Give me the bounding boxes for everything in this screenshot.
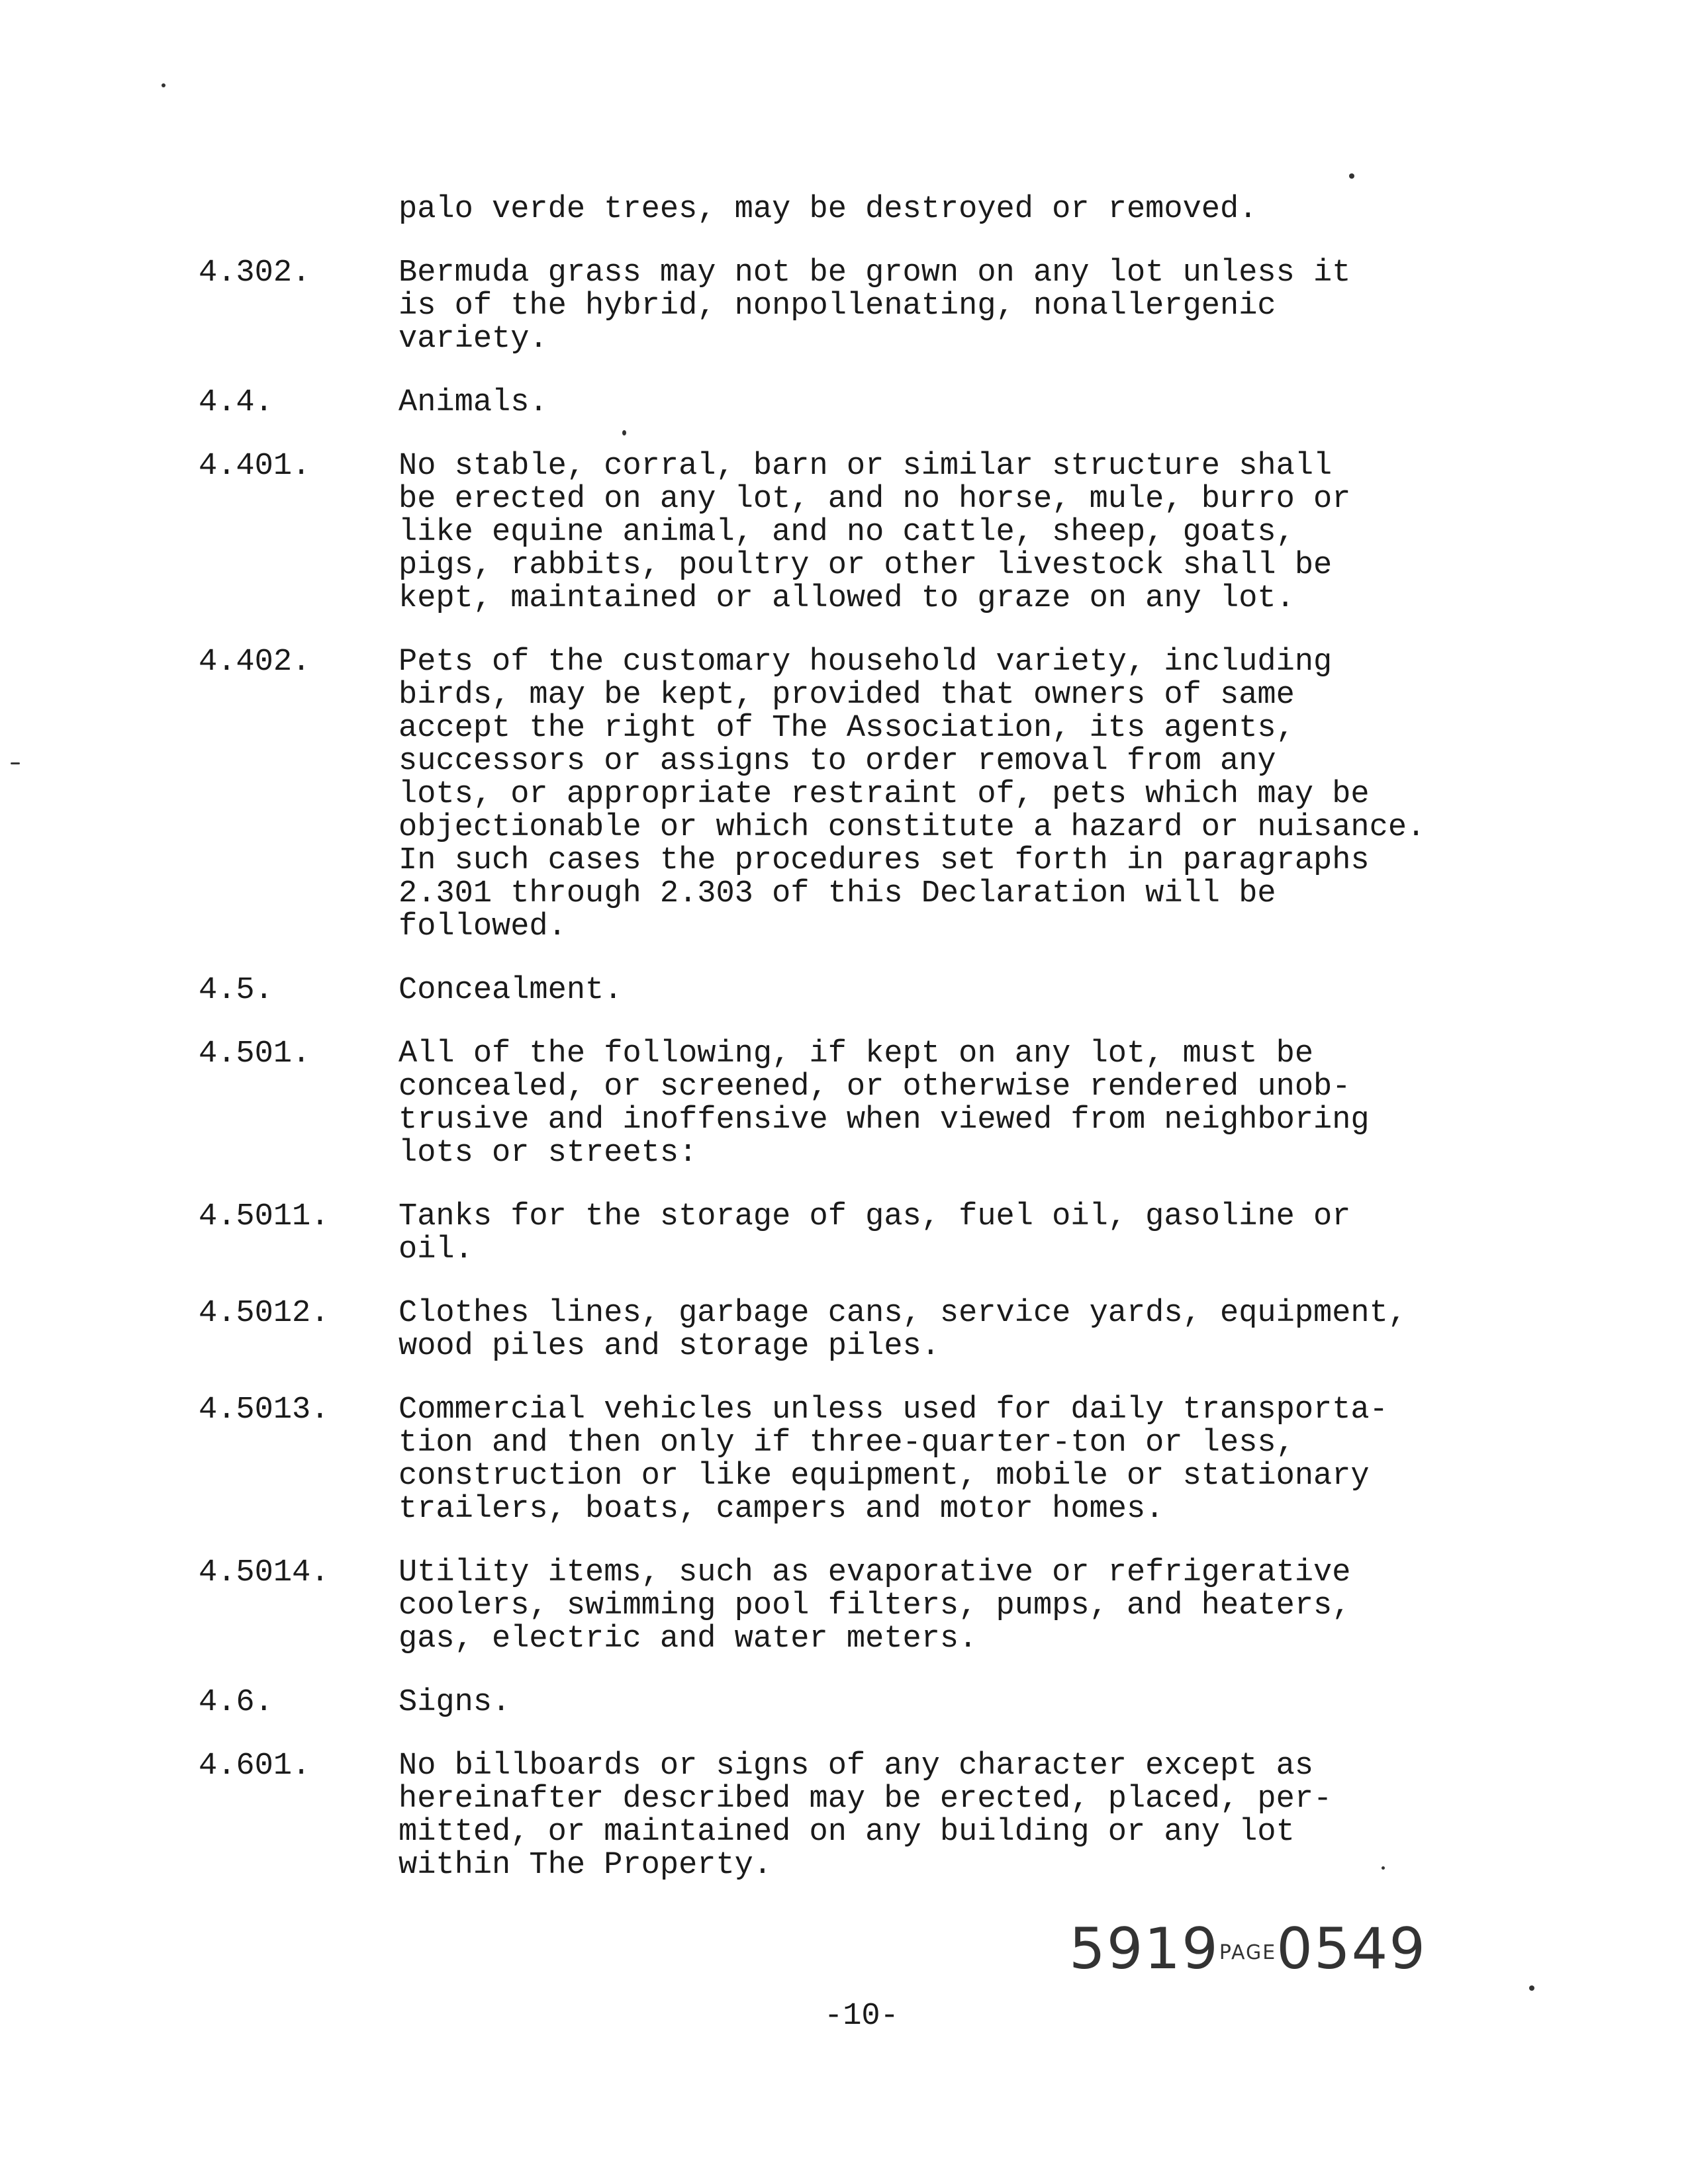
paragraph bbox=[199, 387, 1523, 420]
paragraph-text: Concealment. bbox=[399, 973, 623, 1008]
paragraph bbox=[199, 974, 1523, 1007]
paragraph-number: 4.5. bbox=[199, 973, 273, 1008]
paragraph-text: Animals. bbox=[399, 385, 548, 420]
stamp-page-label: PAGE bbox=[1219, 1941, 1277, 1965]
paragraph-number: 4.5014. bbox=[199, 1555, 330, 1590]
paragraph bbox=[199, 1201, 1523, 1267]
paragraph-text: Utility items, such as evaporative or refrigerative coolers, swimming pool filters, pumps, and heaters, gas, electric and water meters. bbox=[399, 1555, 1351, 1657]
scan-speck bbox=[1529, 1985, 1534, 1991]
paragraph-number: 4.5013. bbox=[199, 1392, 330, 1428]
paragraph-text: All of the following, if kept on any lot, must be concealed, or screened, or otherwise rendered unob- trusive and inoffensive when viewed from neighboring lots or streets: bbox=[399, 1036, 1370, 1171]
paragraph-text: Bermuda grass may not be grown on any lot unless it is of the hybrid, nonpollenating, nonallergenic variety. bbox=[399, 255, 1351, 357]
paragraph-text: Clothes lines, garbage cans, service yards, equipment, wood piles and storage piles. bbox=[399, 1296, 1407, 1364]
paragraph-number: 4.501. bbox=[199, 1036, 311, 1071]
scan-speck bbox=[162, 83, 165, 87]
paragraph bbox=[199, 1557, 1523, 1656]
paragraph-text: Pets of the customary household variety, including birds, may be kept, provided that owners of same accept the right of The Association, its agents, successors or assigns to order removal from any lots, or appropriate restraint of, pets which may be objectionable or which constitute a hazard or nuisance. In such cases the procedures set forth in paragraphs 2.301 through 2.303 of this Declaration will be followed. bbox=[399, 645, 1426, 944]
paragraph-number: 4.5011. bbox=[199, 1199, 330, 1234]
continuation-text bbox=[199, 193, 1523, 226]
paragraph-number: 4.601. bbox=[199, 1749, 311, 1784]
paragraph bbox=[199, 1038, 1523, 1170]
paragraph-number: 4.302. bbox=[199, 255, 311, 291]
paragraph bbox=[199, 450, 1523, 615]
paragraph bbox=[199, 1750, 1523, 1882]
recording-stamp bbox=[1069, 1916, 1427, 1982]
stamp-book-number: 5919 bbox=[1069, 1916, 1219, 1982]
paragraph bbox=[199, 257, 1523, 356]
continuation-line: palo verde trees, may be destroyed or removed. bbox=[399, 192, 1258, 227]
paragraph-number: 4.4. bbox=[199, 385, 273, 420]
paragraph-list bbox=[199, 257, 1523, 1882]
scan-speck bbox=[11, 762, 20, 764]
paragraph-number: 4.401. bbox=[199, 449, 311, 484]
paragraph-text: Signs. bbox=[399, 1685, 511, 1720]
scan-speck bbox=[1349, 173, 1354, 179]
paragraph bbox=[199, 646, 1523, 944]
stamp-page-number: 0549 bbox=[1276, 1916, 1427, 1982]
paragraph bbox=[199, 1686, 1523, 1719]
paragraph bbox=[199, 1394, 1523, 1526]
paragraph-text: No stable, corral, barn or similar structure shall be erected on any lot, and no horse, mule, burro or like equine animal, and no cattle, sheep, goats, pigs, rabbits, poultry or other livestock shall be kept, maintained or allowed to graze on any lot. bbox=[399, 449, 1351, 616]
scan-speck bbox=[1382, 1866, 1385, 1870]
scan-speck bbox=[622, 430, 626, 435]
paragraph-number: 4.402. bbox=[199, 645, 311, 680]
paragraph bbox=[199, 1297, 1523, 1363]
page-number: -10- bbox=[824, 1999, 899, 2034]
paragraph-number: 4.6. bbox=[199, 1685, 273, 1720]
document-body bbox=[199, 193, 1523, 1913]
paragraph-number: 4.5012. bbox=[199, 1296, 330, 1331]
paragraph-text: No billboards or signs of any character except as hereinafter described may be erected, placed, per- mitted, or maintained on any building or any lot within The Property. bbox=[399, 1749, 1333, 1883]
paragraph-text: Commercial vehicles unless used for daily transporta- tion and then only if three-quarter-ton or less, construction or like equipment, mobile or stationary trailers, boats, campers and motor homes. bbox=[399, 1392, 1388, 1527]
paragraph-text: Tanks for the storage of gas, fuel oil, gasoline or oil. bbox=[399, 1199, 1351, 1267]
